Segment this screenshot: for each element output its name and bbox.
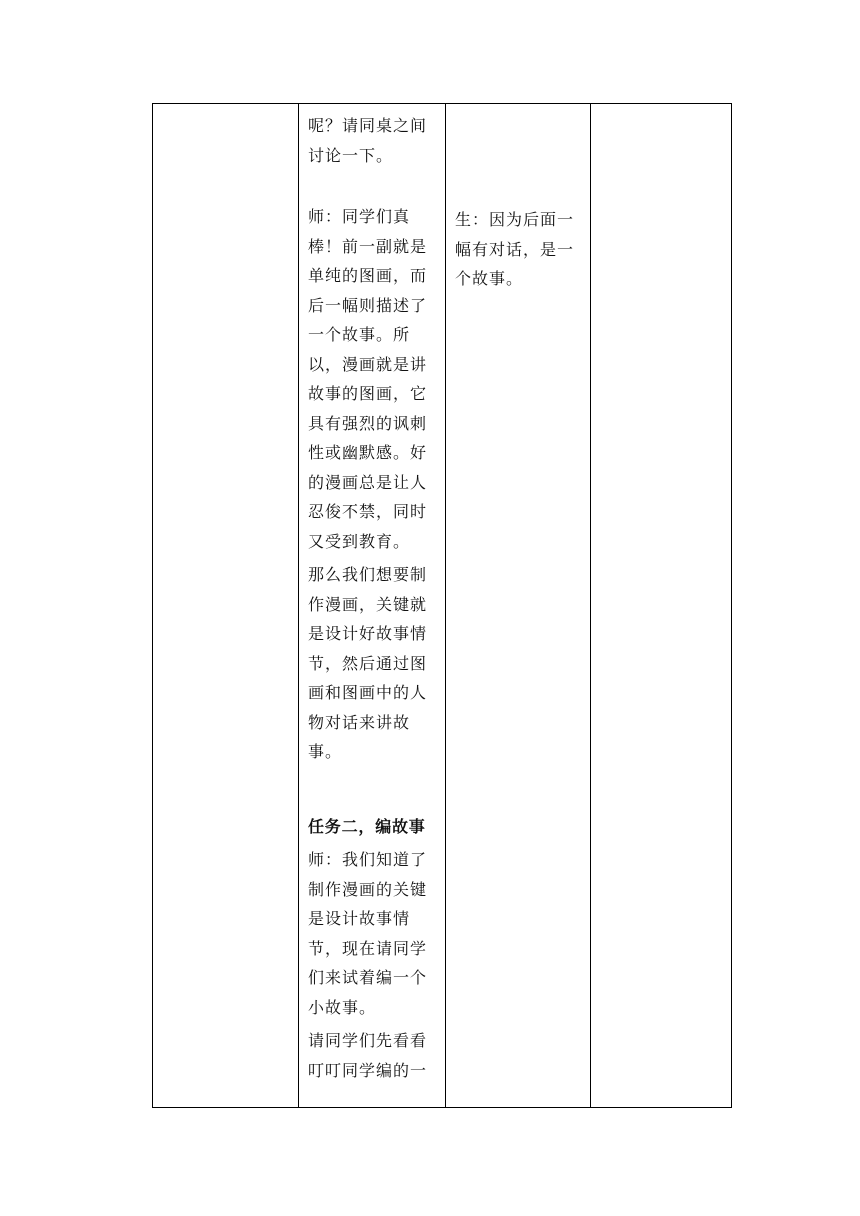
table-row	[153, 104, 732, 1108]
table-cell-stage	[153, 104, 299, 1108]
table-cell-teacher-activity	[299, 104, 446, 1108]
task-two-heading: 任务二，编故事	[308, 816, 426, 836]
teacher-text-question: 呢？请同桌之间讨论一下。	[308, 116, 428, 165]
table-cell-notes	[591, 104, 732, 1108]
teacher-text-explanation: 师：同学们真棒！前一副就是单纯的图画，而后一幅则描述了一个故事。所以，漫画就是讲故事的图画，它具有强烈的讽刺性或幽默感。好的漫画总是让人忍俊不禁，同时又受到教育。	[308, 207, 428, 551]
table-cell-student-activity	[446, 104, 591, 1108]
teacher-text-task-intro: 师：我们知道了制作漫画的关键是设计故事情节，现在请同学们来试着编一个小故事。	[308, 850, 428, 1017]
lesson-plan-table	[152, 103, 732, 1108]
teacher-text-example: 请同学们先看看叮叮同学编的一	[308, 1031, 428, 1080]
student-reply-text: 生：因为后面一幅有对话，是一个故事。	[455, 210, 575, 288]
teacher-text-key-point: 那么我们想要制作漫画，关键就是设计好故事情节，然后通过图画和图画中的人物对话来讲故事。	[308, 565, 428, 761]
